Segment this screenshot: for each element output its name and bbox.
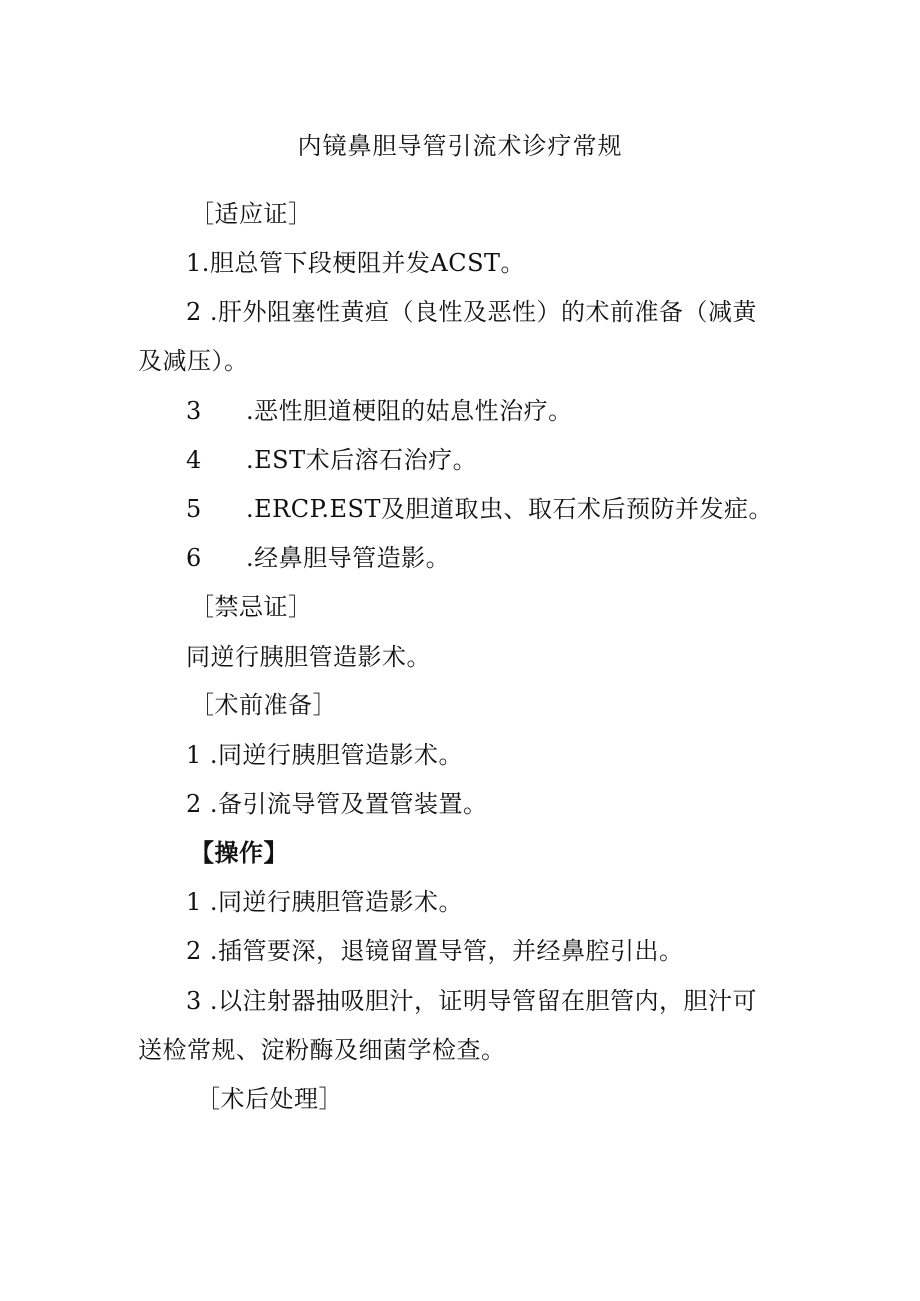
item-text: .ERCP.EST及胆道取虫、取石术后预防并发症。 [246, 495, 773, 523]
indication-item-2-line-2: 及减压）。 [138, 347, 249, 375]
item-text: .EST术后溶石治疗。 [246, 446, 478, 474]
contraindications-text: 同逆行胰胆管造影术。 [186, 643, 431, 671]
operation-item-2: 2 .插管要深，退镜留置导管，并经鼻腔引出。 [186, 937, 684, 965]
operation-item-3-line-1: 3 .以注射器抽吸胆汁，证明导管留在胆管内，胆汁可 [186, 987, 758, 1015]
item-text: .经鼻胆导管造影。 [246, 544, 451, 572]
item-number: 4 [186, 446, 202, 474]
heading-indications: ［适应证］ [190, 200, 313, 228]
heading-operation: 【操作】 [190, 839, 288, 867]
indication-item-1: 1.胆总管下段梗阻并发ACST。 [186, 249, 526, 277]
heading-contraindications: ［禁忌证］ [190, 593, 313, 621]
item-number: 6 [186, 544, 202, 572]
heading-preop: ［术前准备］ [190, 691, 337, 719]
item-number: 3 [186, 397, 202, 425]
item-number: 5 [186, 495, 202, 523]
preop-item-2: 2 .备引流导管及置管装置。 [186, 790, 488, 818]
heading-postop: ［术后处理］ [196, 1085, 343, 1113]
operation-item-3-line-2: 送检常规、淀粉酶及细菌学检查。 [138, 1036, 506, 1064]
item-text: .恶性胆道梗阻的姑息性治疗。 [246, 397, 573, 425]
preop-item-1: 1 .同逆行胰胆管造影术。 [186, 741, 464, 769]
indication-item-2-line-1: 2 .肝外阻塞性黄疸（良性及恶性）的术前准备（减黄 [186, 298, 758, 326]
operation-item-1: 1 .同逆行胰胆管造影术。 [186, 888, 464, 916]
page-title: 内镜鼻胆导管引流术诊疗常规 [297, 132, 623, 160]
